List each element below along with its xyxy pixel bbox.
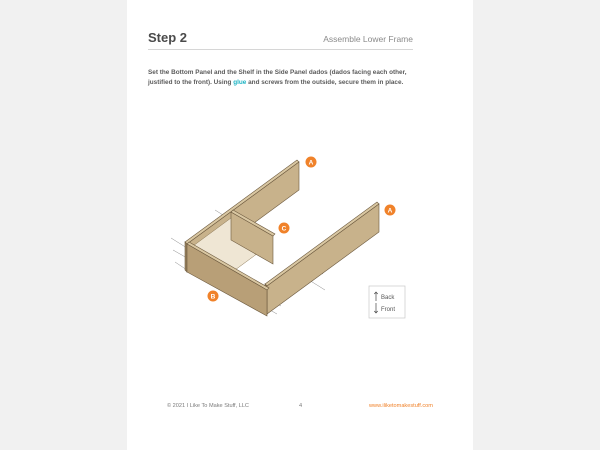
instructions-part1: Set the Bottom Panel and the Shelf in the Side Panel dados (dados facing each other, justified to the front). Using — [148, 69, 407, 86]
callout-c-label: C — [281, 225, 287, 233]
glue-link[interactable]: glue — [233, 79, 247, 86]
legend-back: Back — [381, 295, 395, 301]
callout-a-top-label: A — [308, 159, 314, 167]
footer-website-link[interactable]: www.iliketomakestuff.com — [369, 403, 433, 409]
callout-b-label: B — [210, 293, 216, 301]
step-subtitle: Assemble Lower Frame — [323, 34, 413, 44]
callout-a-right-label: A — [387, 207, 393, 215]
footer-page-number: 4 — [299, 403, 303, 409]
manual-page — [127, 0, 473, 450]
callout-c — [279, 223, 290, 234]
instructions-part2: and screws from the outside, secure them in place. — [246, 79, 404, 86]
callout-a-top — [306, 157, 317, 168]
callout-a-right — [385, 205, 396, 216]
footer-copyright: © 2021 I Like To Make Stuff, LLC — [167, 403, 249, 409]
assembly-illustration — [127, 0, 473, 450]
callout-b — [208, 291, 219, 302]
step-title: Step 2 — [148, 30, 188, 45]
side-panel-a-right — [265, 202, 379, 314]
legend-front: Front — [381, 307, 396, 313]
orientation-legend — [369, 286, 405, 318]
